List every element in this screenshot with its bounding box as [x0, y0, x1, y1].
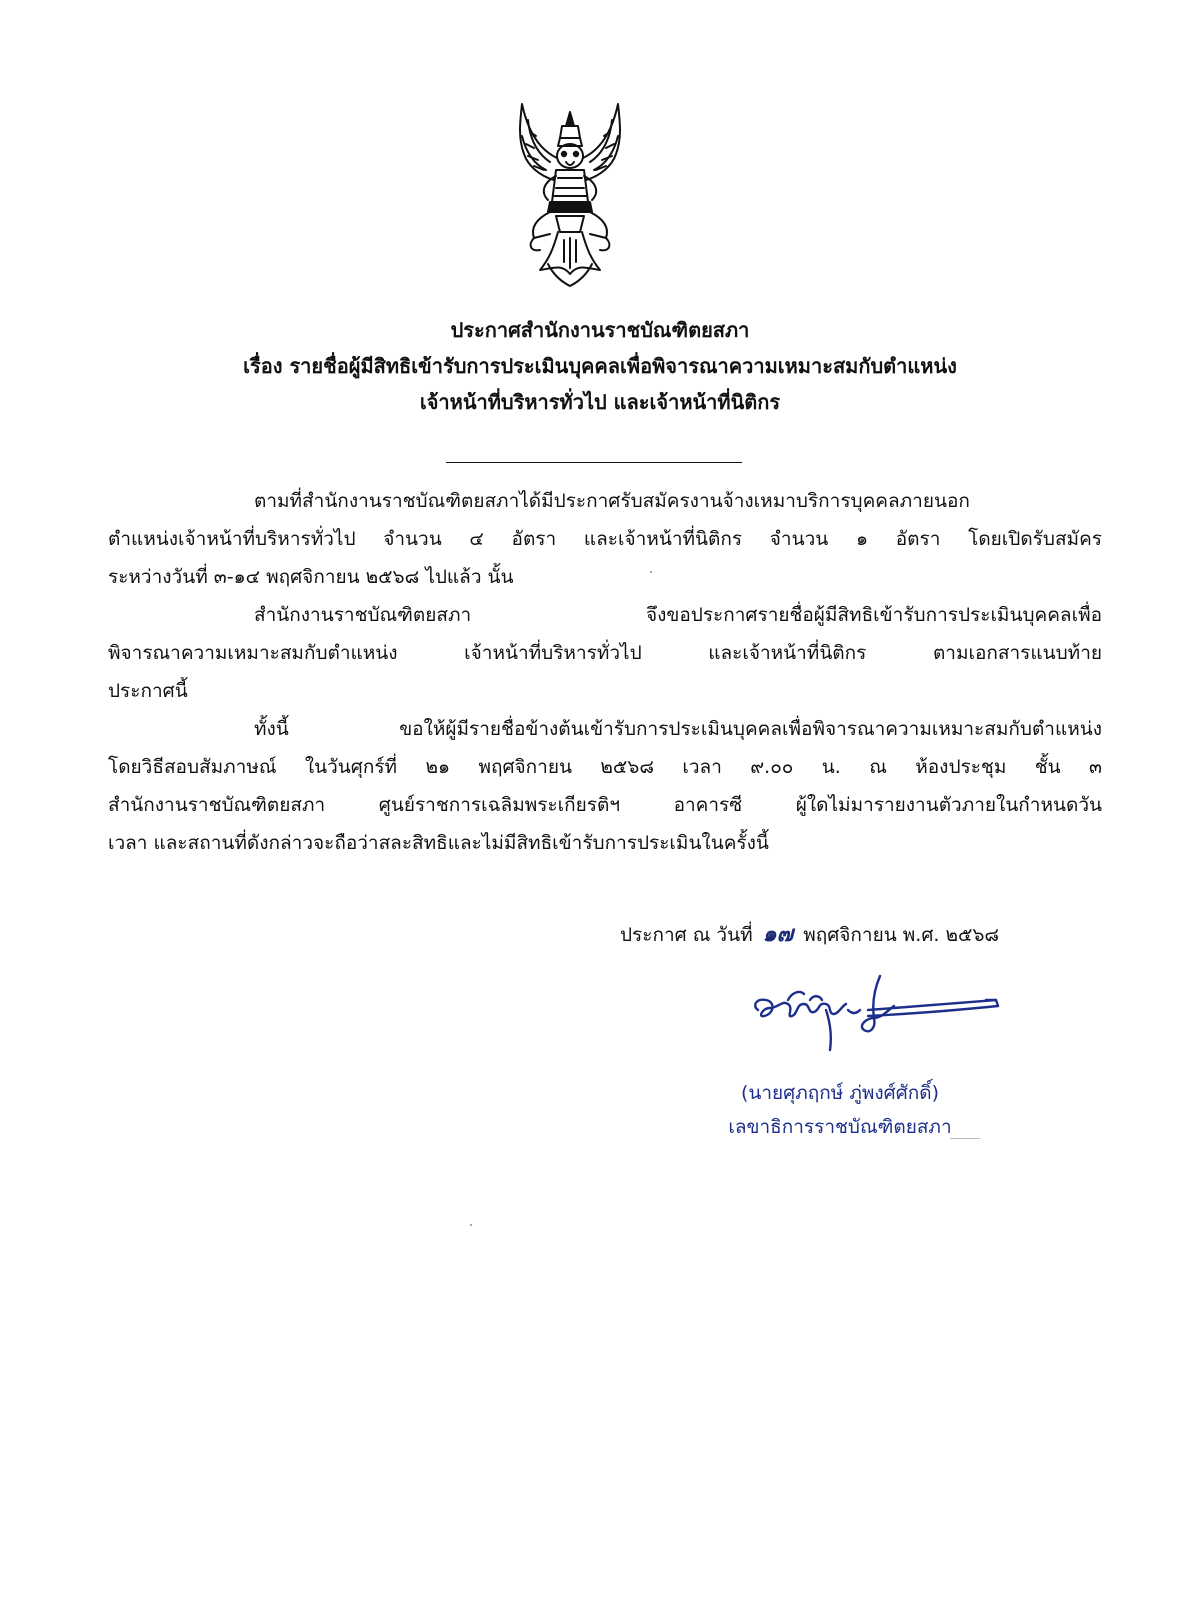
paragraph-1-line-1: ตามที่สำนักงานราชบัณฑิตยสภาได้มีประกาศรับสมัครงานจ้างเหมาบริการบุคคลภายนอก — [254, 490, 970, 512]
scan-speck — [470, 1224, 472, 1226]
paragraph-3-line-2: โดยวิธีสอบสัมภาษณ์ ในวันศุกร์ที่ ๒๑ พฤศจิกายน ๒๕๖๘ เวลา ๙.๐๐ น. ณ ห้องประชุม ชั้น ๓ — [108, 756, 1102, 778]
date-suffix: พฤศจิกายน พ.ศ. ๒๕๖๘ — [803, 924, 1000, 946]
date-prefix: ประกาศ ณ วันที่ — [620, 924, 753, 946]
signer-block — [700, 1076, 980, 1144]
paragraph-2-line-2: พิจารณาความเหมาะสมกับตำแหน่ง เจ้าหน้าที่บริหารทั่วไป และเจ้าหน้าที่นิติกร ตามเอกสารแนบท้าย — [108, 642, 1102, 664]
paragraph-3-line-3: สำนักงานราชบัณฑิตยสภา ศูนย์ราชการเฉลิมพระเกียรติฯ อาคารซี ผู้ใดไม่มารายงานตัวภายในกำหนดวัน — [108, 794, 1102, 816]
paragraph-1 — [108, 482, 1102, 596]
paragraph-1-line-2: ตำแหน่งเจ้าหน้าที่บริหารทั่วไป จำนวน ๔ อัตรา และเจ้าหน้าที่นิติกร จำนวน ๑ อัตรา โดยเปิดรับสมัคร — [108, 528, 1102, 550]
scan-speck — [650, 571, 652, 573]
announcement-body — [108, 482, 1102, 862]
paragraph-1-line-3: ระหว่างวันที่ ๓-๑๔ พฤศจิกายน ๒๕๖๘ ไปแล้ว นั้น — [108, 566, 514, 588]
paragraph-2-line-1: สำนักงานราชบัณฑิตยสภา จึงขอประกาศรายชื่อผู้มีสิทธิเข้ารับการประเมินบุคคลเพื่อ — [254, 604, 1102, 626]
paragraph-3-line-1: ทั้งนี้ ขอให้ผู้มีรายชื่อข้างต้นเข้ารับการประเมินบุคคลเพื่อพิจารณาความเหมาะสมกับตำแหน่ง — [254, 718, 1102, 740]
signer-name: (นายศุภฤกษ์ ภู่พงศ์ศักดิ์) — [740, 1082, 940, 1104]
announcement-header — [0, 312, 1200, 420]
subject-line-1: เรื่อง รายชื่อผู้มีสิทธิเข้ารับการประเมินบุคคลเพื่อพิจารณาความเหมาะสมกับตำแหน่ง — [243, 354, 957, 378]
signer-position: เลขาธิการราชบัณฑิตยสภา — [728, 1116, 952, 1138]
garuda-emblem-icon — [510, 92, 630, 292]
paragraph-3 — [108, 710, 1102, 862]
paragraph-2 — [108, 596, 1102, 710]
handwritten-signature — [748, 970, 1008, 1060]
scan-speck — [950, 1138, 980, 1139]
paragraph-2-line-3: ประกาศนี้ — [108, 680, 188, 702]
announcement-title: ประกาศสำนักงานราชบัณฑิตยสภา — [450, 318, 750, 342]
date-day-handwritten: ๑๗ — [762, 921, 794, 947]
paragraph-3-line-4: เวลา และสถานที่ดังกล่าวจะถือว่าสละสิทธิและไม่มีสิทธิเข้ารับการประเมินในครั้งนี้ — [108, 832, 769, 854]
title-divider — [446, 462, 742, 463]
announcement-date — [620, 917, 999, 952]
subject-line-2: เจ้าหน้าที่บริหารทั่วไป และเจ้าหน้าที่นิติกร — [419, 390, 781, 414]
